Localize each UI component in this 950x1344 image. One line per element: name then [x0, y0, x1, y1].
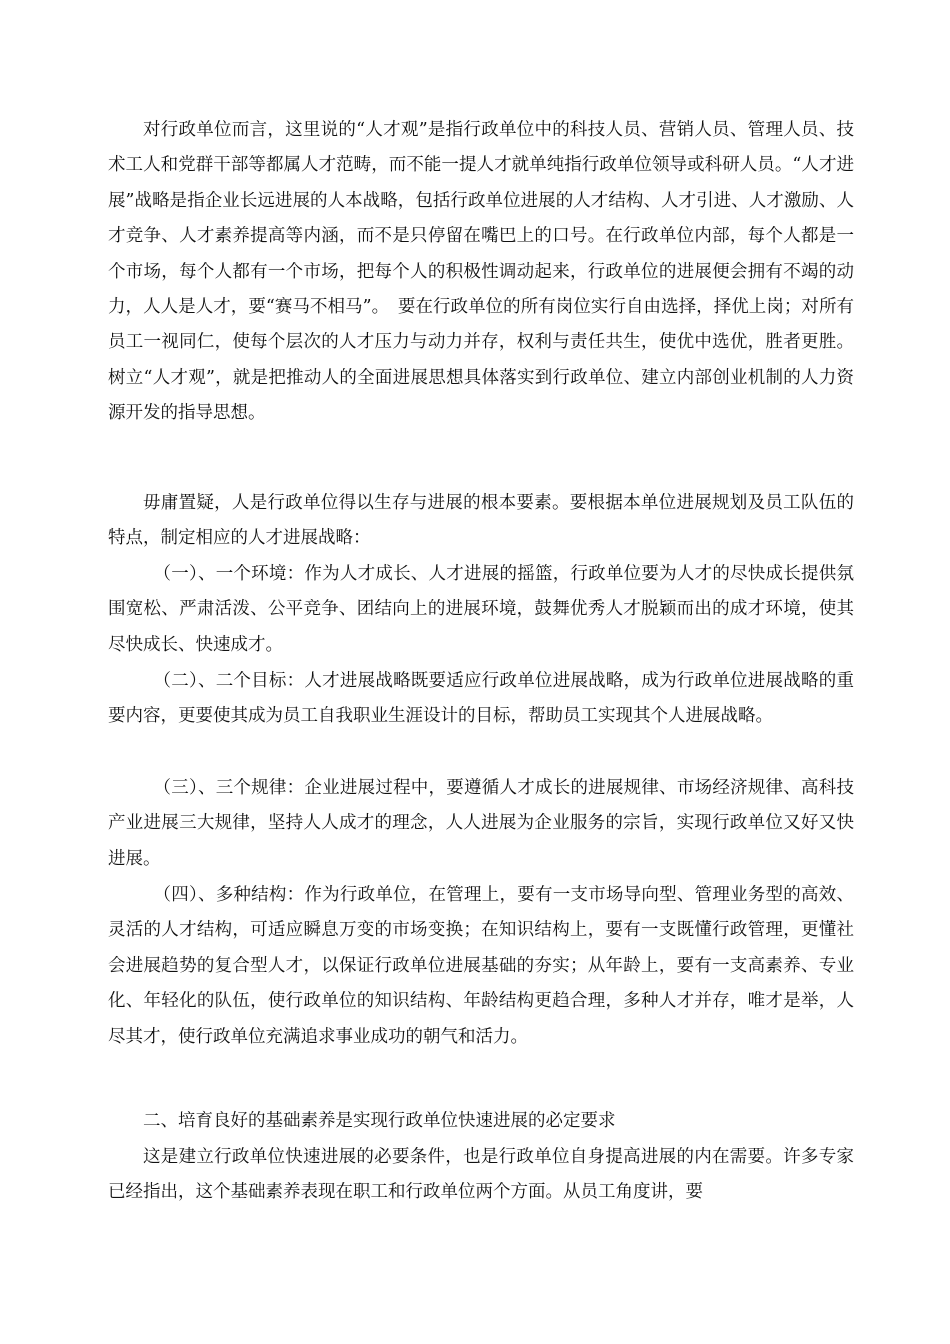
body-text-multiple-structures	[108, 878, 854, 1055]
section-heading-two: 二、培育良好的基础素养是实现行政单位快速进展的必定要求	[143, 1111, 616, 1131]
paragraph-three-laws: （三）、三个规律：企业进展过程中，要遵循人才成长的进展规律、市场经济规律、高科技产业进展三大规律，坚持人人成才的理念，人人进展为企业服务的宗旨，实现行政单位又好又快进展。	[108, 778, 854, 869]
paragraph-multiple-structures: （四）、多种结构：作为行政单位，在管理上，要有一支市场导向型、管理业务型的高效、灵活的人才结构，可适应瞬息万变的市场变换；在知识结构上，要有一支既懂行政管理，更懂社会进展趋势的复合型人才，以保证行政单位进展基础的夯实；从年龄上，要有一支高素养、专业化、年轻化的队伍，使行政单位的知识结构、年龄结构更趋合理，多种人才并存，唯才是举，人尽其才，使行政单位充满追求事业成功的朝气和活力。	[108, 885, 854, 1047]
body-text-three-laws	[108, 771, 854, 877]
paragraph-strategy-intro: 毋庸置疑，人是行政单位得以生存与进展的根本要素。要根据本单位进展规划及员工队伍的特点，制定相应的人才进展战略：	[108, 493, 854, 549]
body-text-basic-quality	[108, 1140, 854, 1211]
body-text-strategy-intro	[108, 486, 854, 557]
paragraph-talent-view: 对行政单位而言，这里说的“人才观”是指行政单位中的科技人员、营销人员、管理人员、技术工人和党群干部等都属人才范畴，而不能一提人才就单纯指行政单位领导或科研人员。“人才进展”战略是指企业长远进展的人本战略，包括行政单位进展的人才结构、人才引进、人才激励、人才竞争、人才素养提高等内涵，而不是只停留在嘴巴上的口号。在行政单位内部，每个人都是一个市场，每个人都有一个市场，把每个人的积极性调动起来，行政单位的进展便会拥有不竭的动力，人人是人才，要“赛马不相马”。 要在行政单位的所有岗位实行自由选择，择优上岗；对所有员工一视同仁，使每个层次的人才压力与动力并存，权利与责任共生，使优中选优，胜者更胜。树立“人才观”，就是把推动人的全面进展思想具体落实到行政单位、建立内部创业机制的人力资源开发的指导思想。	[108, 120, 854, 424]
body-text-section-heading	[108, 1104, 854, 1139]
body-text-two-goals	[108, 664, 854, 735]
paragraph-one-environment: （一）、一个环境：作为人才成长、人才进展的摇篮，行政单位要为人才的尽快成长提供氛围宽松、严肃活泼、公平竞争、团结向上的进展环境，鼓舞优秀人才脱颖而出的成才环境，使其尽快成长、快速成才。	[108, 564, 854, 655]
body-text-talent-view	[108, 113, 854, 432]
body-text-one-environment	[108, 557, 854, 663]
paragraph-two-goals: （二）、二个目标：人才进展战略既要适应行政单位进展战略，成为行政单位进展战略的重要内容，更要使其成为员工自我职业生涯设计的目标，帮助员工实现其个人进展战略。	[108, 671, 854, 727]
paragraph-basic-quality: 这是建立行政单位快速进展的必要条件，也是行政单位自身提高进展的内在需要。许多专家已经指出，这个基础素养表现在职工和行政单位两个方面。从员工角度讲，要	[108, 1147, 854, 1203]
